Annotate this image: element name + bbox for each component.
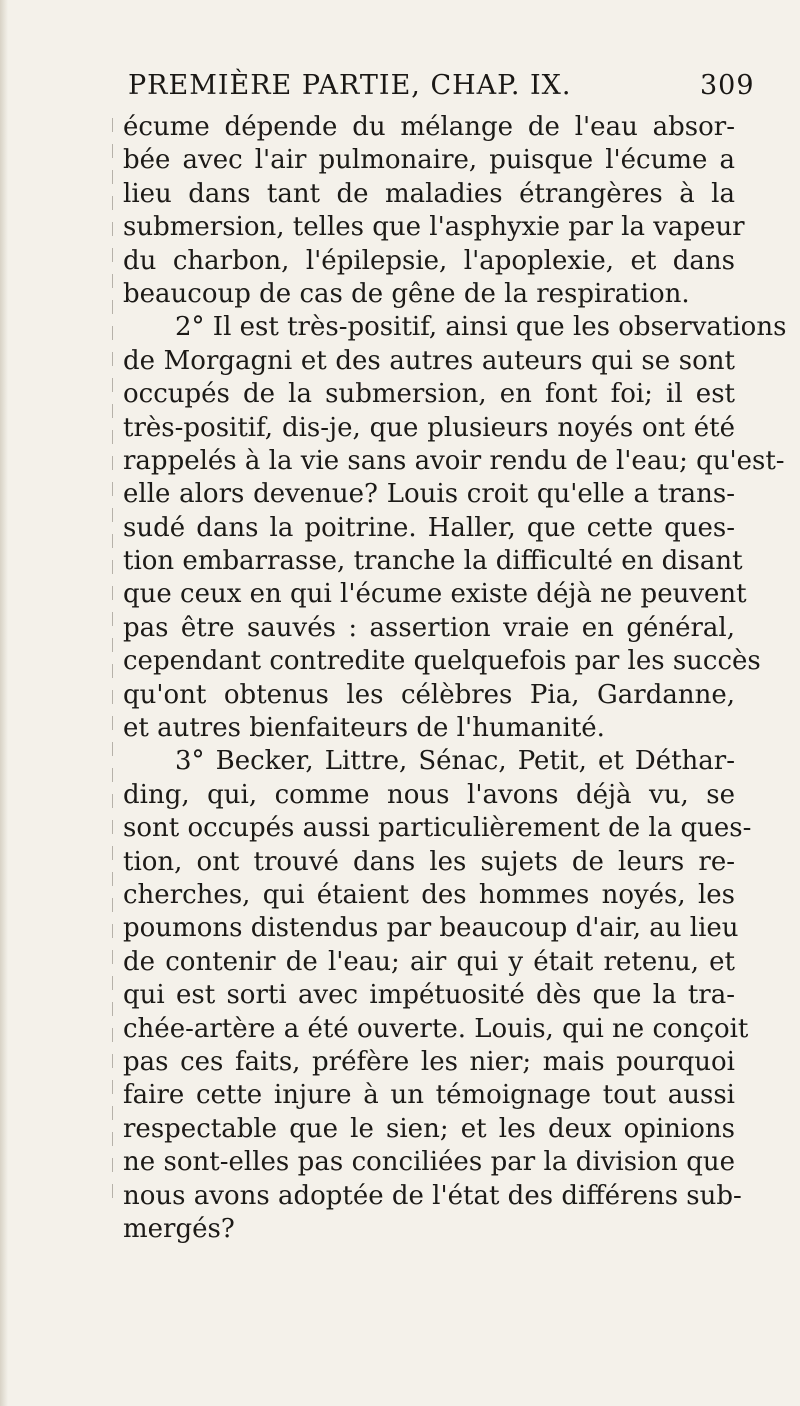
running-head-title: PREMIÈRE PARTIE, CHAP. IX.: [128, 70, 572, 101]
text-line: 2° Il est très-positif, ainsi que les observations: [175, 312, 787, 343]
text-line: ne sont-elles pas conciliées par la division que: [123, 1147, 735, 1178]
margin-rule: [112, 118, 113, 1198]
text-line: submersion, telles que l'asphyxie par la vapeur: [123, 212, 745, 243]
text-line: bée avec l'air pulmonaire, puisque l'écume a: [123, 145, 735, 176]
text-line: très-positif, dis-je, que plusieurs noyés ont été: [123, 412, 735, 443]
page-binding-edge: [0, 0, 8, 1406]
text-line: sudé dans la poitrine. Haller, que cette ques-: [123, 512, 735, 543]
text-line: et autres bienfaiteurs de l'humanité.: [123, 713, 605, 744]
text-line: pas être sauvés : assertion vraie en général,: [123, 612, 735, 643]
text-line: cependant contredite quelquefois par les succès: [123, 646, 761, 677]
text-line: qui est sorti avec impétuosité dès que la tra-: [123, 980, 735, 1011]
text-line: chée-artère a été ouverte. Louis, qui ne conçoit: [123, 1013, 749, 1044]
text-line: qu'ont obtenus les célèbres Pia, Gardanne,: [123, 679, 735, 710]
text-line: que ceux en qui l'écume existe déjà ne peuvent: [123, 579, 747, 610]
page-number: 309: [700, 70, 755, 101]
running-head: [128, 70, 755, 110]
text-line: écume dépende du mélange de l'eau absor-: [123, 112, 735, 142]
text-line: cherches, qui étaient des hommes noyés, les: [123, 879, 735, 910]
text-line: ding, qui, comme nous l'avons déjà vu, se: [123, 779, 735, 810]
text-line: mergés?: [123, 1213, 235, 1244]
text-line: faire cette injure à un témoignage tout aussi: [123, 1080, 735, 1111]
text-line: tion embarrasse, tranche la difficulté en disant: [123, 546, 743, 577]
text-line: de Morgagni et des autres auteurs qui se sont: [123, 345, 735, 376]
text-line: tion, ont trouvé dans les sujets de leurs re-: [123, 846, 735, 877]
text-line: du charbon, l'épilepsie, l'apoplexie, et dans: [123, 245, 735, 276]
text-line: lieu dans tant de maladies étrangères à la: [123, 178, 735, 209]
text-line: occupés de la submersion, en font foi; il est: [123, 379, 735, 410]
text-line: poumons distendus par beaucoup d'air, au lieu: [123, 913, 739, 944]
text-line: elle alors devenue? Louis croit qu'elle a trans-: [123, 479, 735, 510]
text-line: sont occupés aussi particulièrement de la ques-: [123, 813, 752, 844]
text-line: 3° Becker, Littre, Sénac, Petit, et Déthar-: [175, 746, 735, 777]
body-text: [123, 111, 787, 1246]
text-line: rappelés à la vie sans avoir rendu de l'eau; qu'est-: [123, 445, 785, 476]
text-line: beaucoup de cas de gêne de la respiration.: [123, 278, 690, 309]
text-line: nous avons adoptée de l'état des différens sub-: [123, 1180, 742, 1211]
text-line: respectable que le sien; et les deux opinions: [123, 1113, 735, 1144]
text-line: pas ces faits, préfère les nier; mais pourquoi: [123, 1046, 735, 1077]
text-line: de contenir de l'eau; air qui y était retenu, et: [123, 946, 735, 977]
